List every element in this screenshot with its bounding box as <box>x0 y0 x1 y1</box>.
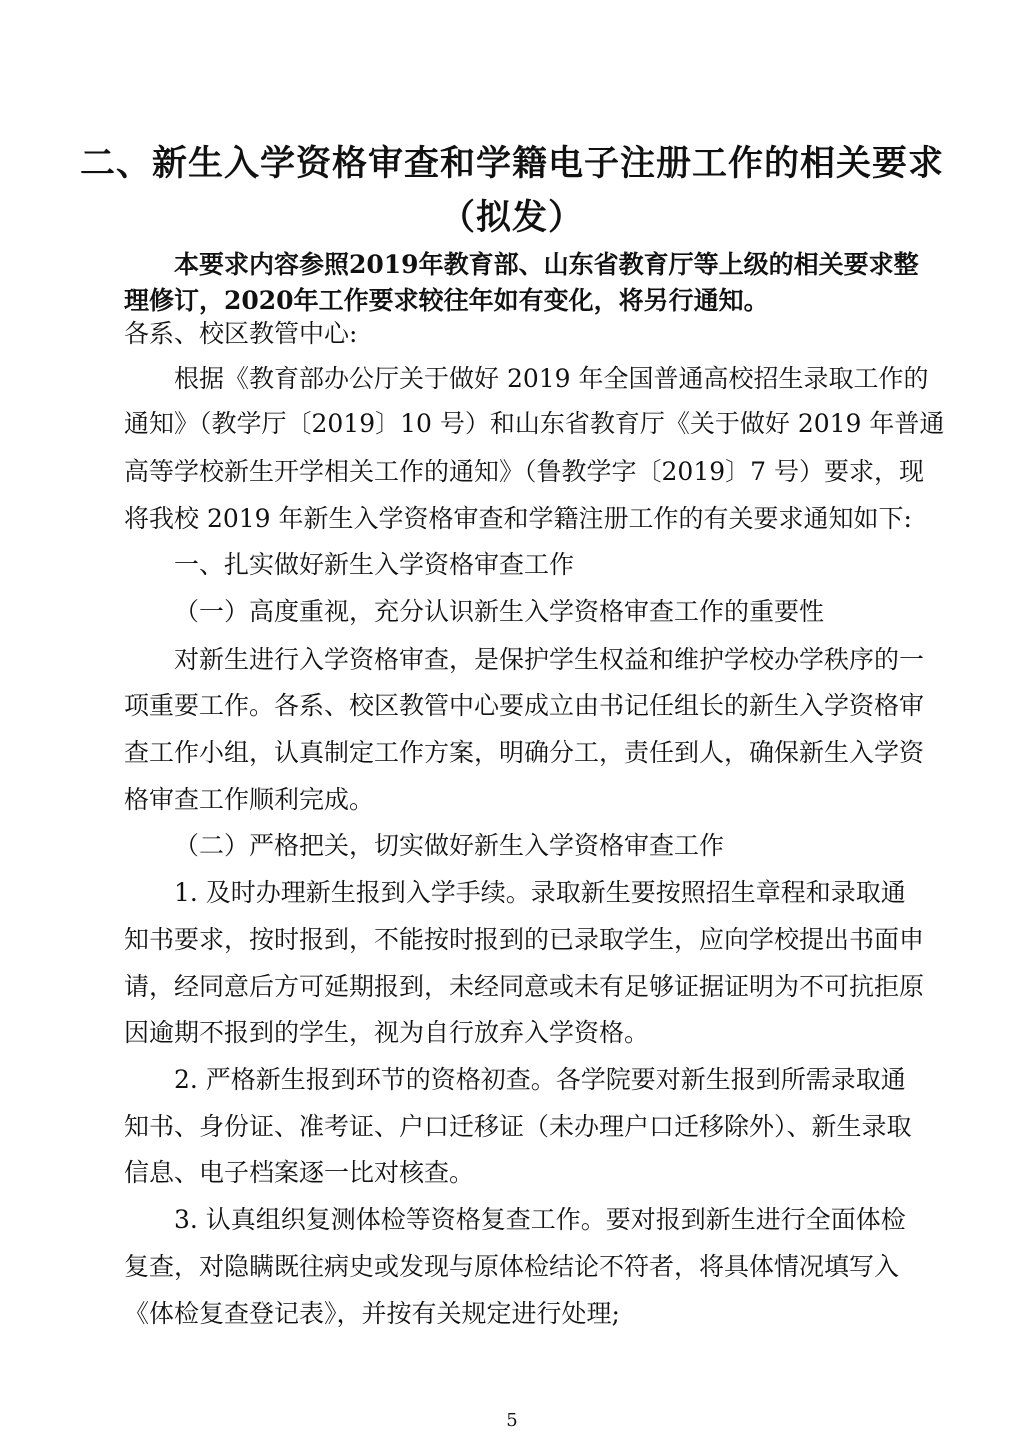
salutation: 各系、校区教管中心: <box>124 319 358 348</box>
document-title: 二、新生入学资格审查和学籍电子注册工作的相关要求 <box>79 144 944 184</box>
page-number: 5 <box>506 1410 518 1431</box>
body-line: 知书、身份证、准考证、户口迁移证（未办理户口迁移除外）、新生录取 <box>124 1112 912 1141</box>
note-line: 理修订，2020年工作要求较往年如有变化，将另行通知。 <box>124 286 769 315</box>
body-line: 通知》（教学厅〔2019〕10 号）和山东省教育厅《关于做好 2019 年普通 <box>124 409 945 438</box>
body-line: 复查，对隐瞒既往病史或发现与原体检结论不符者，将具体情况填写入 <box>124 1252 900 1281</box>
note-line: 本要求内容参照2019年教育部、山东省教育厅等上级的相关要求整 <box>174 250 919 279</box>
subsection-heading: （二）严格把关，切实做好新生入学资格审查工作 <box>174 831 725 860</box>
body-line: 高等学校新生开学相关工作的通知》（鲁教学字〔2019〕7 号）要求，现 <box>124 457 924 486</box>
section-heading: 一、扎实做好新生入学资格审查工作 <box>174 550 575 579</box>
body-line: 2. 严格新生报到环节的资格初查。各学院要对新生报到所需录取通 <box>174 1065 906 1094</box>
body-line: 将我校 2019 年新生入学资格审查和学籍注册工作的有关要求通知如下: <box>124 504 912 533</box>
body-line: 对新生进行入学资格审查，是保护学生权益和维护学校办学秩序的一 <box>174 645 925 674</box>
body-line: 因逾期不报到的学生，视为自行放弃入学资格。 <box>124 1018 650 1047</box>
body-line: 查工作小组，认真制定工作方案，明确分工，责任到人，确保新生入学资 <box>124 738 925 767</box>
body-line: 根据《教育部办公厅关于做好 2019 年全国普通高校招生录取工作的 <box>174 364 929 393</box>
body-line: 项重要工作。各系、校区教管中心要成立由书记任组长的新生入学资格审 <box>124 691 925 720</box>
body-line: 请，经同意后方可延期报到，未经同意或未有足够证据证明为不可抗拒原 <box>124 972 925 1001</box>
body-line: 格审查工作顺利完成。 <box>124 785 375 814</box>
body-line: 知书要求，按时报到，不能按时报到的已录取学生，应向学校提出书面申 <box>124 925 925 954</box>
body-line: 1. 及时办理新生报到入学手续。录取新生要按照招生章程和录取通 <box>174 878 906 907</box>
document-subtitle: （拟发） <box>439 198 584 238</box>
body-line: 信息、电子档案逐一比对核查。 <box>124 1158 475 1187</box>
body-line: 3. 认真组织复测体检等资格复查工作。要对报到新生进行全面体检 <box>174 1205 906 1234</box>
subsection-heading: （一）高度重视，充分认识新生入学资格审查工作的重要性 <box>174 597 825 626</box>
body-line: 《体检复查登记表》，并按有关规定进行处理; <box>124 1299 620 1328</box>
